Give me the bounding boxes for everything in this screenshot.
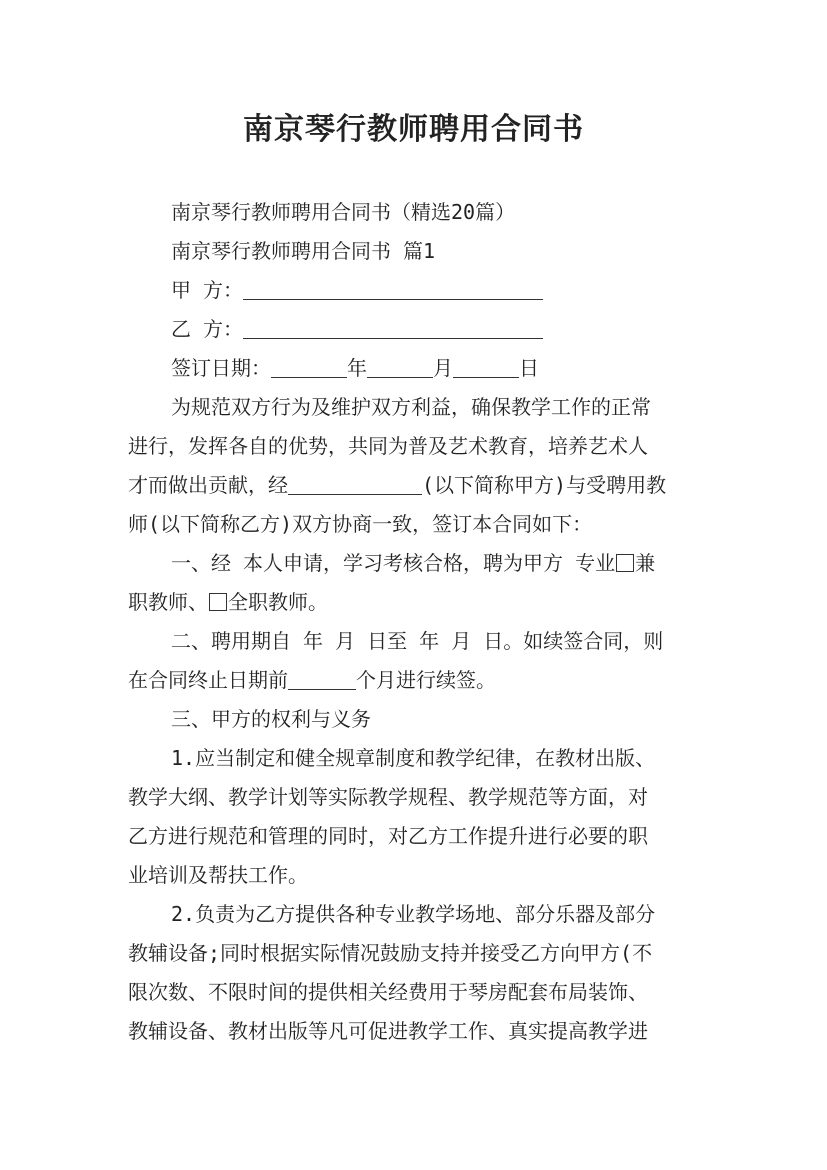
sign-date-label: 签订日期： [171,356,271,380]
intro-text: (以下简称甲方)与受聘用教 [422,473,667,497]
sign-date-line [171,350,711,387]
section-label: 南京琴行教师聘用合同书 篇1 [171,239,436,263]
checkbox-icon [616,554,634,572]
clause-1-text: 一、经 本人申请，学习考核合格，聘为甲方 专业 [171,551,616,575]
document-title: 南京琴行教师聘用合同书 [243,112,584,147]
item-2-line: 教辅设备、教材出版等凡可促进教学工作、真实提高教学进 [128,1019,648,1043]
year-label: 年 [347,356,367,380]
clause-2-line: 二、聘用期自 年 月 日至 年 月 日。如续签合同，则 [171,629,664,653]
clause-1-text: 职教师、 [128,590,208,614]
item-2-line: 2.负责为乙方提供各种专业教学场地、部分乐器及部分 [171,902,656,926]
clause-1-text: 全职教师。 [228,590,328,614]
day-blank [453,357,519,378]
item-1-line: 乙方进行规范和管理的同时，对乙方工作提升进行必要的职 [128,824,648,848]
intro-line: 进行，发挥各自的优势，共同为普及艺术教育，培养艺术人 [128,434,648,458]
party-a-label: 甲 方： [171,278,244,302]
checkbox-icon [209,593,227,611]
item-1-line: 教学大纲、教学计划等实际教学规程、教学规范等方面，对 [128,785,648,809]
clause-1-text: 兼 [635,551,656,575]
intro-line [128,467,708,504]
clause-2-text: 在合同终止日期前 [128,668,288,692]
item-1-line: 业培训及帮扶工作。 [128,863,308,887]
clause-1-line [171,545,711,582]
day-label: 日 [519,356,539,380]
party-b-line [171,311,711,348]
intro-line: 为规范双方行为及维护双方利益，确保教学工作的正常 [171,395,651,419]
months-blank [288,669,356,690]
party-a-line [171,272,711,309]
clause-2-line [128,662,708,699]
clause-3-title: 三、甲方的权利与义务 [171,707,371,731]
subtitle: 南京琴行教师聘用合同书（精选20篇） [171,200,516,224]
party-b-blank [243,318,543,339]
intro-text: 才而做出贡献，经 [128,473,288,497]
month-label: 月 [433,356,453,380]
party-a-name-blank [288,474,422,495]
item-1-line: 1.应当制定和健全规章制度和教学纪律，在教材出版、 [171,746,656,770]
item-2-line: 教辅设备;同时根据实际情况鼓励支持并接受乙方向甲方(不 [128,941,653,965]
party-a-blank [243,279,543,300]
party-b-label: 乙 方： [171,317,244,341]
intro-line: 师(以下简称乙方)双方协商一致，签订本合同如下： [128,512,593,536]
clause-1-line [128,584,708,621]
clause-2-text: 个月进行续签。 [356,668,496,692]
month-blank [367,357,433,378]
year-blank [271,357,347,378]
item-2-line: 限次数、不限时间的提供相关经费用于琴房配套布局装饰、 [128,980,648,1004]
